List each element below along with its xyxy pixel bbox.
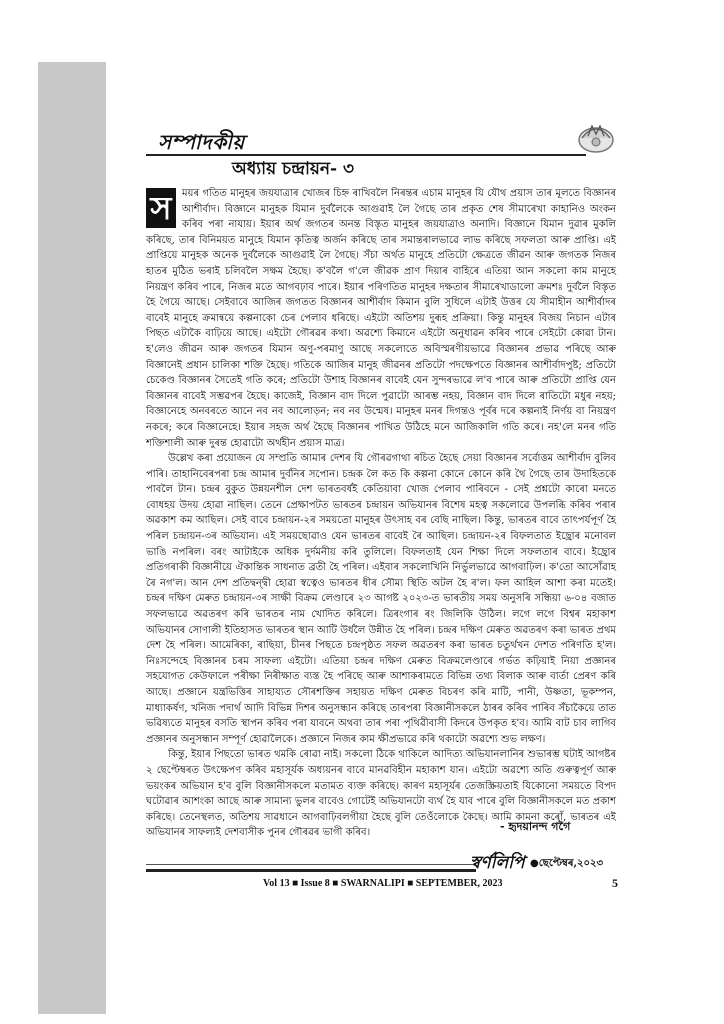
paragraph-1-text: ময়ৰ গতিত মানুহৰ জয়যাত্ৰাৰ খোজৰ চিহ্ন ৰাখিবলৈ নিৰন্তৰ এচাম মানুহৰ যি যৌথ প্ৰয়াস তাৰ মূলতে বিজ্ঞানৰ আশীৰ্বাদ। বিজ্ঞানে মানুহক যিমান দুৰ্বলৈকে আগুৱাই লৈ গৈছে তাৰ প্ৰকৃত শেষ সীমাৰেখা কাহানিও অংকন কৰিব পৰা নাযায়। ইয়াৰ অৰ্থ জগতৰ অনন্ত বিস্তৃত মানুহৰ জয়যাত্ৰাও অনাদি। বিজ্ঞানে যিমান দুৱাৰ মুকলি কৰিছে, তাৰ বিনিময়ত মানুহে যিমান কৃতিত্ব অৰ্জন কৰিছে তাৰ সমান্তৰালভাৱে লাভ কৰিছে সফলতা আৰু প্ৰাপ্তি। এই প্ৰাপ্তিয়ে মানুহক অনেক দুৰ্বলৈকে আগুৱাই লৈ গৈছে। সঁচা অৰ্থত মানুহে প্ৰতিটো ক্ষেত্ৰতে জীৱন আৰু জগতক নিজৰ হাতৰ মুঠিত ভৰাই চলিবলৈ সক্ষম হৈছে। ক'বলৈ গ'লে জীৱক প্ৰাণ দিয়াৰ বাহিৰে এতিয়া আন সকলো কাম মানুহে নিয়ন্ত্ৰণ কৰিব পাৰে, নিজৰ মতে আগবঢ়াব পাৰে। ইয়াৰ পৰিণতিত মানুহৰ দক্ষতাৰ সীমাৰেখাডালো ক্ৰমশঃ দুৰ্বলৈ বিস্তৃত হৈ গৈয়ে আছে। সেইবাবে আজিৰ জগতত বিজ্ঞানৰ আশীৰ্বাদ কিমান বুলি সুধিলে এটাই উত্তৰ যে সীমাহীন আশীৰ্বাদৰ বাবেই মানুহে ক্ৰমান্বয়ে কল্পনাকো চেৰ পেলাব ধৰিছে। এইটো অতিশয় দুৰূহ প্ৰক্ৰিয়া। কিন্তু মানুহৰ বিজয় নিচান এটাৰ পিছত এটাকৈ বাঢ়িয়ে আছে। এইটো গৌৰৱৰ কথা। অৱশ্যে কিমানে এইটো অনুধাৱন কৰিব পাৰে সেইটো কোৱা টান। হ'লেও জীৱন আৰু জগতৰ যিমান অণু-পৰমাণু আছে সকলোতে অবিস্মৰণীয়ভাৱে বিজ্ঞানৰ প্ৰভাৱ পৰিছে আৰু বিজ্ঞানেই প্ৰধান চালিকা শক্তি হৈছে। গতিকে আজিৰ মানুহ জীৱনৰ প্ৰতিটো পদক্ষেপতে বিজ্ঞানৰ আশীৰ্বাদপুষ্ট; প্ৰতিটো চেকেণ্ড বিজ্ঞানৰ সৈতেই গতি কৰে; প্ৰতিটো উশাহ বিজ্ঞানৰ বাবেই যেন সুন্দৰভাৱে ল'ব পাৰে আৰু প্ৰতিটো প্ৰাপ্তি যেন বিজ্ঞানৰ বাবেই সম্ভৱপৰ হৈছে। কাজেই, বিজ্ঞান বাদ দিলে পুৱাটো আৰম্ভ নহয়, বিজ্ঞান বাদ দিলে ৰাতিটো মধুৰ নহয়; বিজ্ঞানেহে অনবৰতে আনে নব নব আলোড়ন; নব নব উন্মেষ। মানুহৰ মনৰ দিগন্তও পূৰ্বৰ দৰে কল্পনাই নিৰ্ণয় বা নিয়ন্ত্ৰণ নকৰে; কৰে বিজ্ঞানেহে। ইয়াৰ সহজ অৰ্থ হৈছে বিজ্ঞানৰ পাখিত উঠিহে মনে আজিকালি গতি কৰে। নহ'লে মনৰ গতি শক্তিশালী আৰু দুৰন্ত হোৱাটো অৰ্থহীন প্ৰয়াস মাত্ৰ।: [146, 188, 616, 449]
emblem-icon: [574, 114, 618, 158]
author-signature: - হৃদয়ানন্দ গগৈ: [500, 820, 571, 833]
section-header: [146, 128, 586, 158]
chapter-title: অধ্যায় চন্দ্ৰায়ন- ৩: [232, 159, 355, 179]
footer-date: ●ছেপ্টেম্বৰ,২০২৩: [530, 858, 603, 869]
editorial-body: [146, 186, 616, 841]
paragraph-2: উল্লেখ কৰা প্ৰয়োজন যে সম্প্ৰতি আমাৰ দেশৰ যি গৌৰৱগাথা ৰচিত হৈছে সেয়া বিজ্ঞানৰ সৰ্বোত্তম আশীৰ্বাদ বুলিব পাৰি। তাহানিবেৰপৰা চন্দ্ৰ আমাৰ দুৰ্বনিৰ সপোন। চন্দ্ৰক লৈ কত কি কল্পনা কোনে কোনে কৰি থৈ গৈছে তাৰ উদাহিতকে পাবলৈ টান। চন্দ্ৰৰ বুকুত উন্নয়নশীল দেশ ভাৰতবৰ্ষই কেতিয়াবা খোজ পেলাব পাৰিবনে - সেই প্ৰশ্নটো কাৰো মনতে বোধহয় উদয় হোৱা নাছিল। তেনে প্ৰেক্ষাপটত ভাৰতৰ চন্দ্ৰায়ন অভিযানৰ বিশেষ মহত্ব সকলোৱে উপলব্ধি কৰিব পৰাৰ অৱকাশ কম আছিল। সেই বাবে চন্দ্ৰায়ন-২ৰ সময়তো মানুহৰ উৎসাহ বৰ বেছি নাছিল। কিন্তু, ভাৰতৰ বাবে তাৎপৰ্যপূৰ্ণ হৈ পৰিল চন্দ্ৰায়ন-৩ৰ অভিযান। এই সময়ছোৱাও যেন ভাৰতৰ বাবেই ৰৈ আছিল। চন্দ্ৰায়ন-২ৰ বিফলতাত ইছ্ৰোৰ মনোবল ভাঙি নপৰিল। বৰং আটাইকে অধিক দুৰ্দমনীয় কৰি তুলিলে। বিফলতাই যেন শিক্ষা দিলে সফলতাৰ বাবে। ইছ্ৰোৰ প্ৰতিগৰাকী বিজ্ঞানীয়ে ঐকান্তিক সাধনাত ব্ৰতী হৈ পৰিল। এইবাৰ সকলোখিনি নিৰ্ভুলভাৱে আগবাঢ়িল। ক'তো আসোঁৱাহ ৰৈ নগ'ল। আন দেশ প্ৰতিদ্বন্দ্বী হোৱা স্বত্বেও ভাৰতৰ ধীৰ সৌম্য স্থিতি অটল হৈ ৰ'ল। ফল আহিল আশা কৰা মতেই। চন্দ্ৰৰ দক্ষিণ মেৰুত চন্দ্ৰায়ন-৩ৰ সাক্ষী বিক্ৰম লেণ্ডাৰে ২৩ আগষ্ট ২০২৩-ত ভাৰতীয় সময় অনুসৰি সন্ধিয়া ৬-০৪ বজাত সফলভাৱে অৱতৰণ কৰি ভাৰতৰ নাম খোদিত কৰিলে। ত্ৰিৰংগাৰ ৰং জিলিকি উঠিল। লগে লগে বিশ্বৰ মহাকাশ অভিযানৰ সোণালী ইতিহাসত ভাৰতৰ স্থান আটি উৰ্ধলৈ উন্নীত হৈ পৰিল। চন্দ্ৰৰ দক্ষিণ মেৰুত অৱতৰণ কৰা ভাৰত প্ৰথম দেশ হৈ পৰিল। আমেৰিকা, ৰাছিয়া, চীনৰ পিছতে চন্দ্ৰপৃষ্ঠত সফল অৱতৰণ কৰা ভাৰত চতুৰ্থখন দেশত পৰিণতি হ'ল। নিঃসন্দেহে বিজ্ঞানৰ চৰম সাফল্য এইটো। এতিয়া চন্দ্ৰৰ দক্ষিণ মেৰুত বিক্ৰমলেণ্ডাৰে গৰ্ভত কঢ়িয়াই নিয়া প্ৰজ্ঞানৰ সহযোগত কেউফালে পৰীক্ষা নিৰীক্ষাত ব্যস্ত হৈ পৰিছে আৰু আশাকৰামতে বিভিন্ন তথ্য বিলাক আৰু বাৰ্তা প্ৰেৰণ কৰি আছে। প্ৰজ্ঞানে যন্ত্ৰভিত্তিৰ সাহায্যত সৌৰশক্তিৰ সহায়ত দক্ষিণ মেৰুত বিচৰণ কৰি মাটি, পানী, উষ্ণতা, ভূকম্পন, মাধ্যাকৰ্ষণ, খনিজ পদাৰ্থ আদি বিভিন্ন দিশৰ অনুসন্ধান কৰিছে তাৰপৰা বিজ্ঞানীসকলে ঠাৰৰ কৰিব পাৰিব সঁচাকৈয়ে তাত ভৱিষ্যতে মানুহৰ বসতি স্থাপন কৰিব পৰা যাবনে অথবা তাৰ পৰা পৃথিৱীবাসী কিদৰে উপকৃত হ'ব। আমি বাট চাব লাগিব প্ৰজ্ঞানৰ অনুসন্ধান সম্পূৰ্ণ হোৱালৈকে। প্ৰজ্ঞানে নিজৰ কাম ক্ষীপ্ৰভাৱে কৰি থকাটো অৱশ্যে শুভ লক্ষণ।: [146, 453, 616, 745]
drop-cap: স: [146, 188, 176, 228]
paragraph-3: কিন্তু, ইয়াৰ পিছতো ভাৰত থমকি ৰোৱা নাই। সকলো ঠিকে থাকিলে আদিত্য অভিযানলানিৰ শুভাৰম্ভ ঘটাই আগষ্টৰ ২ ছেপ্টেম্বৰত উৎক্ষেপণ কৰিব মহাসূৰ্যক অধ্যয়নৰ বাবে মানৱবিহীন মহাকাশ যান। এইটো অৱশ্যে অতি গুৰুত্বপূৰ্ণ আৰু ভয়ংকৰ অভিযান হ'ব বুলি বিজ্ঞানীসকলে মতামত ব্যক্ত কৰিছে। কাৰণ মহাসূৰ্যৰ তেজস্ক্ৰিয়তাই যিকোনো সময়তে বিপদ ঘটোৱাৰ আশংকা আছে আৰু সামান্য ভুলৰ বাবেও গোটেই অভিযানটো ব্যৰ্থ হৈ যাব পাৰে বুলি বিজ্ঞানীসকলে মত প্ৰকাশ কৰিছে। তেনেস্থলত, অতিশয় সাৱধানে আগবাঢ়িবলগীয়া হৈছে বুলি তেওঁলোকে কৈছে। আমি কামনা কৰোঁ, ভাৰতৰ এই অভিযানৰ সাফল্যই দেশবাসীক পুনৰ গৌৰৱৰ ভাগী কৰিব।: [146, 749, 616, 839]
page-number: 5: [612, 876, 618, 890]
section-title: সম্পাদকীয়: [158, 130, 245, 154]
footer-rule-thin: [146, 864, 476, 865]
section-rule: [146, 154, 586, 156]
footer-issue-info: Vol 13 ■ Issue 8 ■ SWARNALIPI ■ SEPTEMBER, 2023: [263, 878, 503, 889]
margin-grey-bar: [38, 62, 106, 1014]
paragraph-1: [146, 186, 616, 451]
footer-rule-thick: [146, 869, 476, 872]
footer-logo: স্বৰ্ণলিপি: [470, 853, 525, 873]
